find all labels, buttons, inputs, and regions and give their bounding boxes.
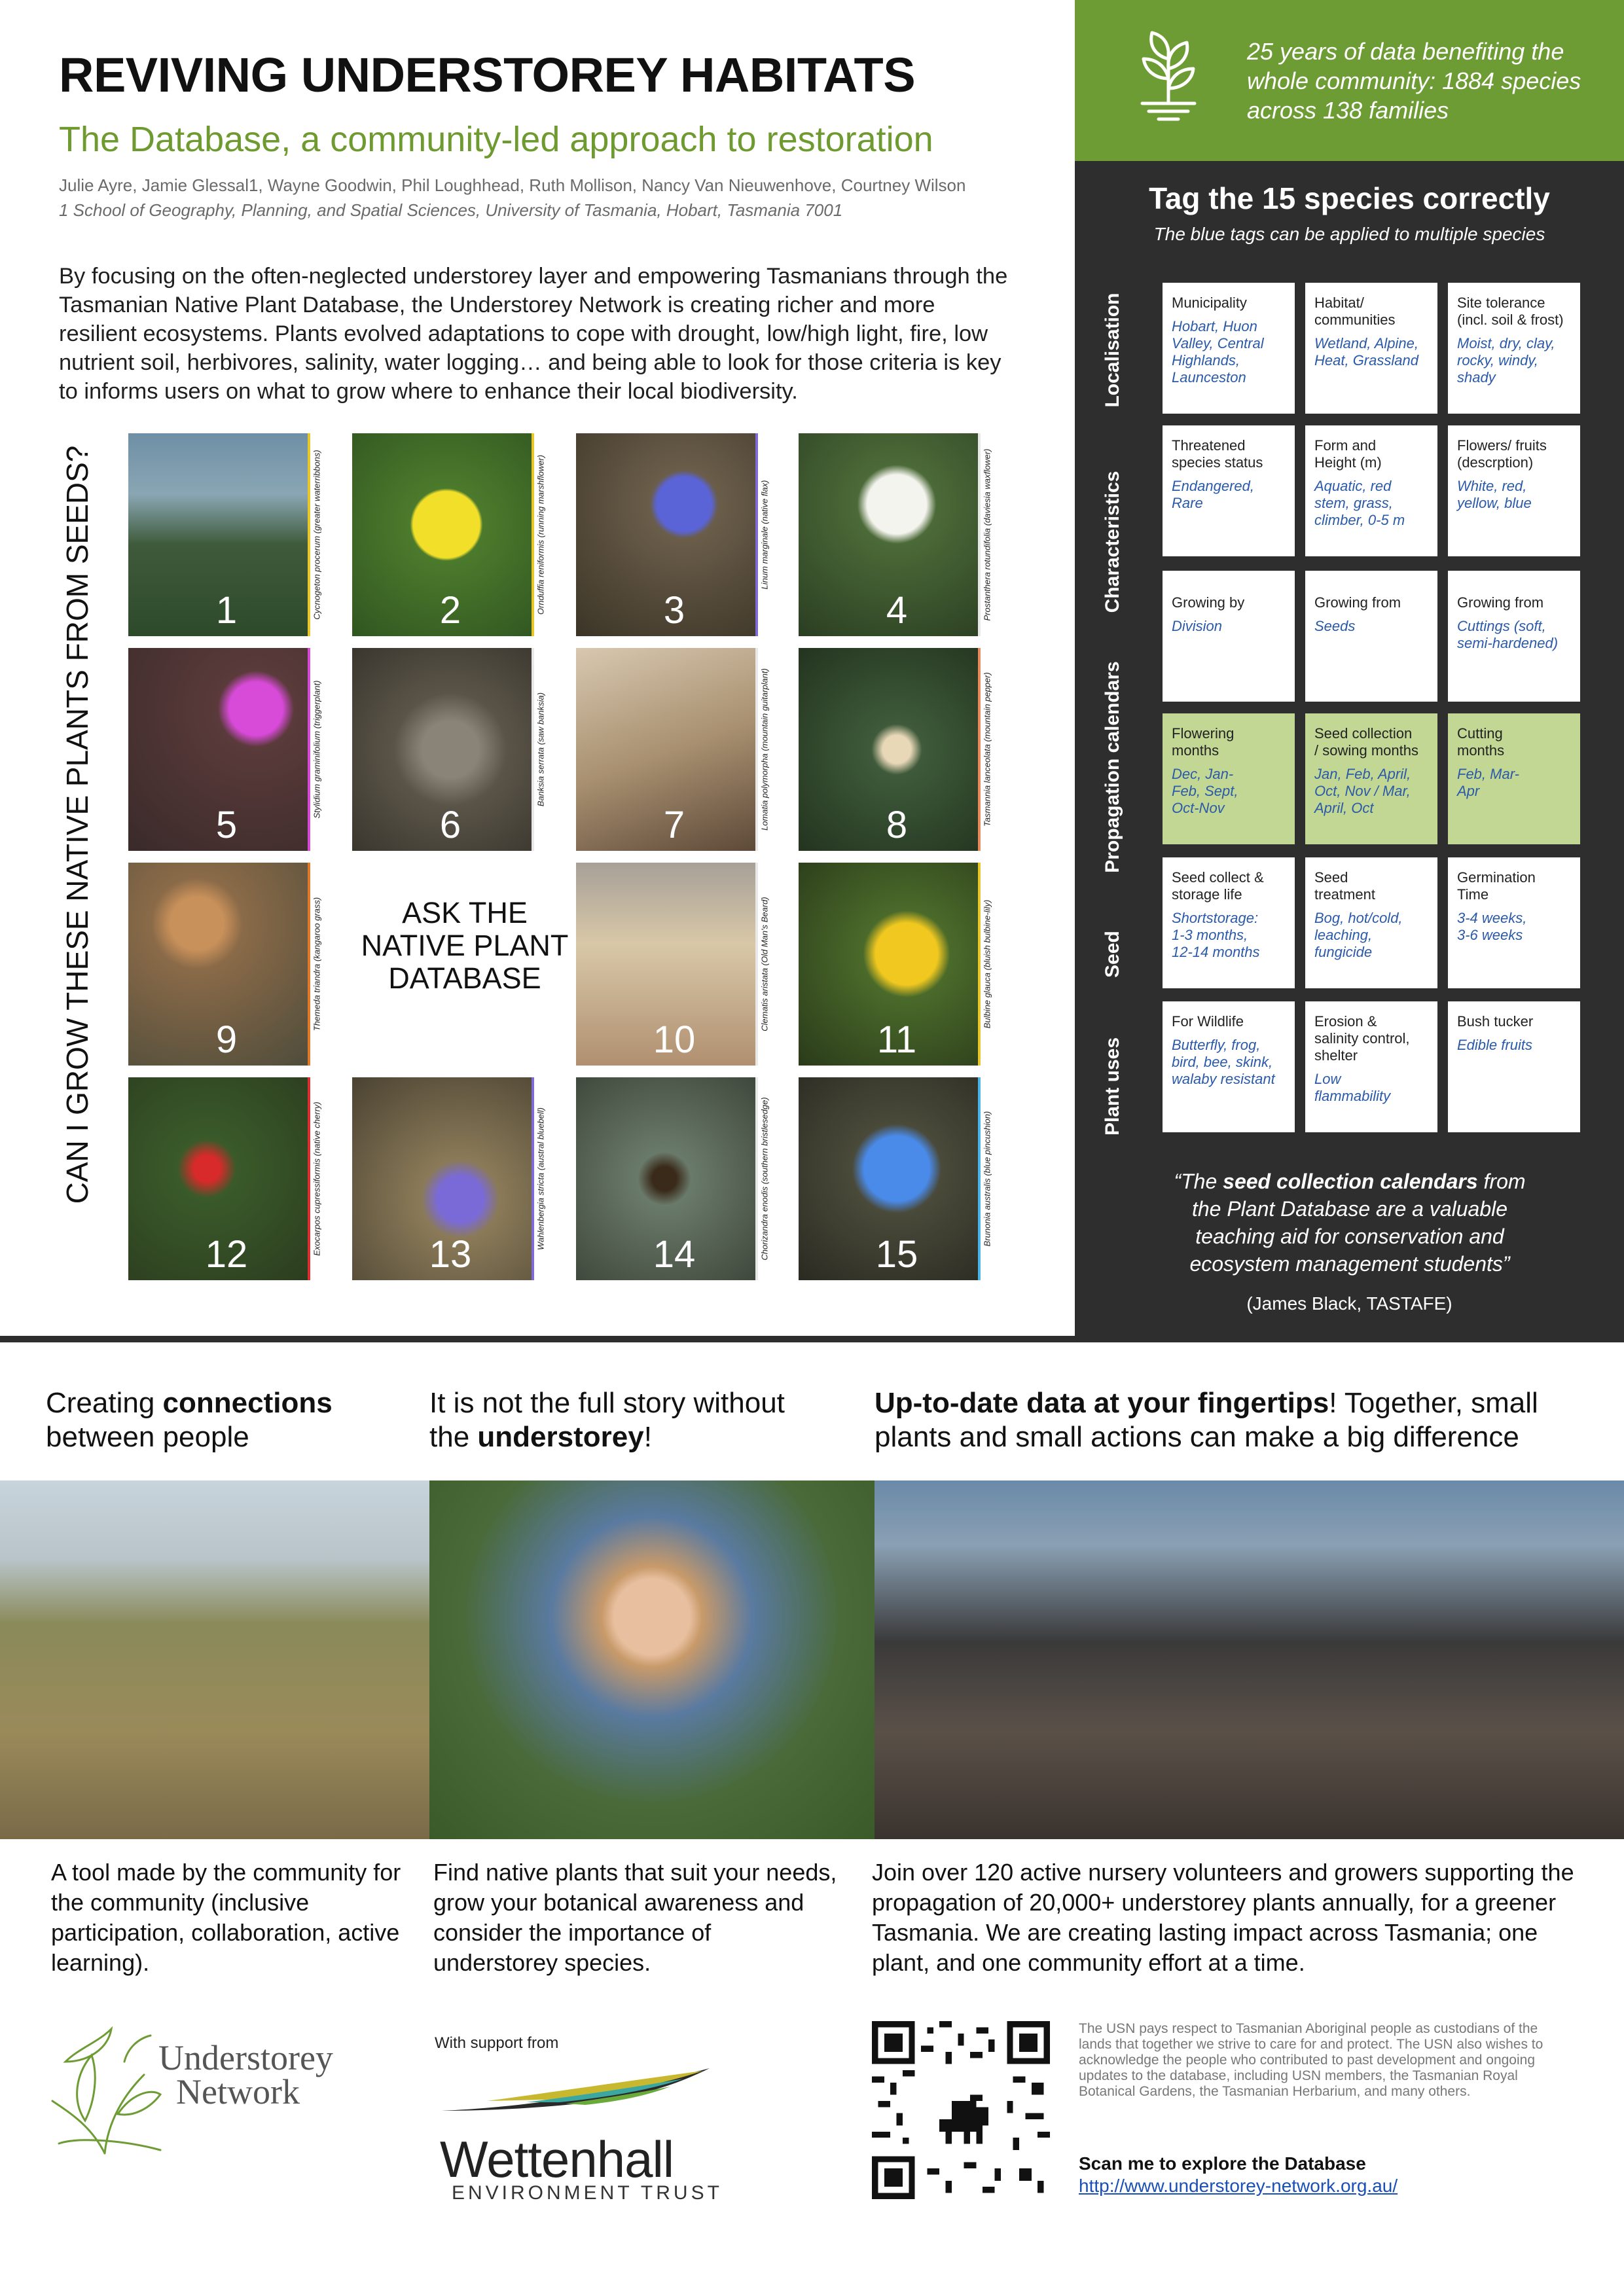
plant-name: Lomatia polymorpha (mountain guitarplant) <box>759 668 770 831</box>
poster-title: REVIVING UNDERSTOREY HABITATS <box>59 48 916 102</box>
tag-card-label: Growing from <box>1314 594 1401 611</box>
plant-name: Themeda triandra (kangaroo grass) <box>312 897 322 1031</box>
acknowledgement-text: The USN pays respect to Tasmanian Aboriginal people as custodians of the lands that together we strive to care for and protect. The USN also wishes to acknowledge the people who contributed to past development and ongoing updates to the database, including USN members, the Tasmanian Royal Botanical Gardens, the Tasmanian Herbarium, and many others. <box>1079 2021 1543 2099</box>
tag-card-label: Municipality <box>1172 295 1247 311</box>
plant-number: 2 <box>439 589 461 632</box>
tag-panel-subtitle: The blue tags can be applied to multiple species <box>1153 224 1545 244</box>
tag-card-value: Seeds <box>1314 618 1356 634</box>
tag-card[interactable] <box>1305 425 1437 556</box>
section-divider <box>0 1336 1624 1342</box>
connections-heading <box>46 1386 412 1454</box>
tag-card[interactable] <box>1448 857 1580 988</box>
sponsor-subtitle: ENVIRONMENT TRUST <box>452 2182 723 2204</box>
authors: Julie Ayre, Jamie Glessal1, Wayne Goodwin, Phil Loughhead, Ruth Mollison, Nancy Van Nieuwenhove, Courtney Wilson <box>59 175 966 195</box>
plant-name: Linum marginale (native flax) <box>759 480 770 590</box>
plant-name: Banksia serrata (saw banksia) <box>535 692 546 807</box>
plant-tile[interactable] <box>576 1077 772 1280</box>
tag-card[interactable] <box>1448 425 1580 556</box>
quote-emphasis: seed collection calendars <box>1223 1170 1478 1193</box>
tag-card[interactable] <box>1448 571 1580 702</box>
tag-card-value: Endangered, Rare <box>1172 478 1254 511</box>
support-label: With support from <box>435 2034 559 2052</box>
tag-card[interactable] <box>1163 1001 1295 1132</box>
ask-database-callout: ASK THE NATIVE PLANT DATABASE <box>361 896 569 995</box>
affiliation: 1 School of Geography, Planning, and Spatial Sciences, University of Tasmania, Hobart, Tasmania 7001 <box>59 200 843 220</box>
grid-question: CAN I GROW THESE NATIVE PLANTS FROM SEEDS? <box>60 445 94 1204</box>
tag-card[interactable] <box>1163 425 1295 556</box>
tag-card-label: Habitat/ communities <box>1314 295 1396 328</box>
tag-card[interactable] <box>1305 571 1437 702</box>
plant-number: 11 <box>876 1018 917 1061</box>
intro-paragraph: By focusing on the often-neglected understorey layer and empowering Tasmanians through the Tasmanian Native Plant Database, the Understorey Network is creating richer and more resilient ecosystems. Plants evolved adaptations to cope with drought, low/high light, fire, low nutrient soil, herbivores, salinity, water logging… and being able to look for those criteria is key to informs users on what to grow where to enhance their local biodiversity. <box>59 264 1008 404</box>
plant-tile[interactable] <box>352 1077 549 1280</box>
plant-tile[interactable] <box>799 433 995 636</box>
tag-card-value: Shortstorage: 1-3 months, 12-14 months <box>1172 910 1260 960</box>
tag-card-label: Seed collect & storage life <box>1172 869 1264 903</box>
heading-text: ! <box>643 1421 652 1453</box>
plant-name: Exocarpos cupressiformis (native cherry) <box>312 1102 322 1256</box>
tag-card-value: Low flammability <box>1314 1071 1391 1104</box>
tag-card-value: Edible fruits <box>1457 1037 1532 1053</box>
tag-card[interactable] <box>1305 1001 1437 1132</box>
tag-card-value: Moist, dry, clay, rocky, windy, shady <box>1457 335 1555 386</box>
sprout-icon <box>1129 26 1208 124</box>
tag-card-value: Wetland, Alpine, Heat, Grassland <box>1314 335 1418 368</box>
quote-attribution: (James Black, TASTAFE) <box>1246 1293 1453 1314</box>
understorey-heading <box>429 1386 796 1454</box>
category-seed: Seed <box>1102 931 1123 978</box>
tag-card-value: White, red, yellow, blue <box>1457 478 1532 511</box>
heading-emphasis: connections <box>162 1387 333 1419</box>
plant-tile[interactable] <box>799 1077 995 1280</box>
tag-card-value: Jan, Feb, April, Oct, Nov / Mar, April, Oct <box>1314 766 1411 816</box>
heading-emphasis: understorey <box>477 1421 644 1453</box>
plant-tile[interactable] <box>128 648 325 851</box>
tag-card-label: Flowers/ fruits (descrption) <box>1457 437 1547 471</box>
plant-number: 5 <box>215 804 238 846</box>
tag-card[interactable] <box>1305 713 1437 844</box>
plant-number: 14 <box>653 1233 696 1276</box>
category-localisation: Localisation <box>1102 293 1123 408</box>
tag-card-value: Division <box>1172 618 1223 634</box>
plant-name: Brunonia australis (blue pincushion) <box>982 1111 992 1247</box>
plant-number: 6 <box>439 804 461 846</box>
website-link[interactable]: http://www.understorey-network.org.au/ <box>1079 2176 1398 2196</box>
tag-card-label: Growing by <box>1172 594 1245 611</box>
connections-caption: A tool made by the community for the community (inclusive participation, collaboration, active learning). <box>51 1859 401 1976</box>
logo-text-line: Understorey <box>158 2038 333 2077</box>
plant-name: Stylidium graminifolium (triggerplant) <box>312 680 322 819</box>
tag-card-value: Feb, Mar- Apr <box>1457 766 1519 799</box>
understorey-network-wordmark <box>158 2038 333 2111</box>
tag-card-value: Dec, Jan- Feb, Sept, Oct-Nov <box>1172 766 1238 816</box>
plant-number: 8 <box>886 804 908 846</box>
plant-number: 7 <box>663 804 685 846</box>
plant-number: 12 <box>205 1233 248 1276</box>
plant-name: Clematis aristata (Old Man's Beard) <box>759 897 770 1031</box>
tag-card-value: Butterfly, frog, bird, bee, skink, walaby resistant <box>1172 1037 1275 1087</box>
tag-card-label: For Wildlife <box>1172 1013 1244 1030</box>
scan-label: Scan me to explore the Database <box>1079 2153 1366 2174</box>
tag-card-value: 3-4 weeks, 3-6 weeks <box>1457 910 1527 943</box>
plant-name: Cycnogeton procerum (greater waterribbons) <box>312 450 322 620</box>
plant-tile[interactable] <box>352 433 549 636</box>
category-characteristics: Characteristics <box>1102 471 1123 613</box>
plant-name: Wahlenbergia stricta (austral bluebell) <box>535 1107 546 1250</box>
plant-number: 9 <box>215 1018 238 1061</box>
tag-card[interactable] <box>1305 857 1437 988</box>
poster-subtitle: The Database, a community-led approach to restoration <box>59 120 933 159</box>
tag-card[interactable] <box>1448 1001 1580 1132</box>
plant-tile[interactable] <box>576 433 772 636</box>
tag-card-label: Form and Height (m) <box>1314 437 1382 471</box>
heading-emphasis: Up-to-date data at your fingertips <box>875 1387 1329 1419</box>
heading-text: Creating <box>46 1387 163 1419</box>
plant-tile[interactable] <box>799 863 995 1066</box>
tag-card-value: Hobart, Huon Valley, Central Highlands, Launceston <box>1172 318 1264 386</box>
tag-card-label: Bush tucker <box>1457 1013 1534 1030</box>
understorey-network-logo <box>46 2022 164 2160</box>
tag-card-label: Growing from <box>1457 594 1544 611</box>
plant-name: Chorizandra enodis (southern bristlesedge) <box>759 1097 770 1261</box>
quote-text: “The <box>1174 1170 1223 1193</box>
tag-card-value: Bog, hot/cold, leaching, fungicide <box>1314 910 1403 960</box>
testimonial-quote <box>1159 1168 1541 1278</box>
heading-text: between people <box>46 1421 249 1453</box>
tag-panel-title: Tag the 15 species correctly <box>1149 181 1550 215</box>
plant-tile[interactable] <box>576 648 772 851</box>
quote-text: from the Plant Database are a valuable teaching aid for conservation and ecosystem management students” <box>1189 1170 1526 1276</box>
qr-code[interactable] <box>872 2021 1050 2199</box>
tag-card[interactable] <box>1163 283 1295 414</box>
category-plant-uses: Plant uses <box>1102 1037 1123 1136</box>
volunteer-photo <box>429 1480 875 1839</box>
stats-text: 25 years of data benefiting the whole community: 1884 species across 138 families <box>1247 38 1581 124</box>
plant-number: 15 <box>875 1233 918 1276</box>
tag-card-value: Aquatic, red stem, grass, climber, 0-5 m <box>1314 478 1405 528</box>
tag-card[interactable] <box>1163 857 1295 988</box>
data-heading <box>875 1386 1595 1454</box>
plant-name: Bulbine glauca (bluish bulbine-lily) <box>982 899 992 1029</box>
plant-number: 3 <box>663 589 685 632</box>
plant-tile[interactable] <box>576 863 772 1066</box>
plant-number: 4 <box>886 589 908 632</box>
logo-text-line: Network <box>176 2072 300 2111</box>
tag-card[interactable] <box>1163 571 1295 702</box>
understorey-caption: Find native plants that suit your needs, grow your botanical awareness and consider the importance of understorey species. <box>433 1859 837 1976</box>
tag-card-label: Seed collection / sowing months <box>1314 725 1418 759</box>
plant-tile[interactable] <box>799 648 995 851</box>
tag-card[interactable] <box>1448 283 1580 414</box>
community-photo <box>0 1480 429 1839</box>
tag-card-label: Erosion & salinity control, shelter <box>1314 1013 1410 1064</box>
tag-card[interactable] <box>1305 283 1437 414</box>
plant-name: Ornduffia reniformis (running marshflower) <box>535 454 546 615</box>
tag-card-label: Site tolerance (incl. soil & frost) <box>1457 295 1564 328</box>
heading-text: ! Together, small plants and small actions can make a big difference <box>875 1387 1538 1453</box>
tag-card-label: Threatened species status <box>1172 437 1263 471</box>
feather-icon <box>435 2062 716 2121</box>
category-propagation: Propagation calendars <box>1102 661 1123 873</box>
tag-card-label: Seed treatment <box>1314 869 1375 903</box>
nursery-photo <box>875 1480 1624 1839</box>
plant-name: Tasmannia lanceolata (mountain pepper) <box>982 672 992 827</box>
plant-number: 10 <box>653 1018 696 1061</box>
plant-number: 13 <box>429 1233 472 1276</box>
tag-card[interactable] <box>1448 713 1580 844</box>
heading-text: It is not the full story without the <box>429 1387 785 1453</box>
tag-card-value: Cuttings (soft, semi-hardened) <box>1457 618 1559 651</box>
tag-card[interactable] <box>1163 713 1295 844</box>
plant-tile[interactable] <box>352 648 549 851</box>
plant-tile[interactable] <box>128 863 325 1066</box>
tag-card-label: Cutting months <box>1457 725 1505 759</box>
data-caption: Join over 120 active nursery volunteers and growers supporting the propagation of 20,000+ understorey plants annually, for a greener Tasmania. We are creating lasting impact across Tasmania; one plant, and one community effort at a time. <box>872 1859 1574 1976</box>
tag-card-label: Flowering months <box>1172 725 1235 759</box>
sponsor-name: Wettenhall <box>440 2130 674 2188</box>
plant-number: 1 <box>215 589 238 632</box>
plant-name: Prostanthera rotundifolia (daviesia waxflower) <box>982 448 992 621</box>
tag-card-label: Germination Time <box>1457 869 1536 903</box>
plant-tile[interactable] <box>128 433 325 636</box>
plant-tile[interactable] <box>128 1077 325 1280</box>
